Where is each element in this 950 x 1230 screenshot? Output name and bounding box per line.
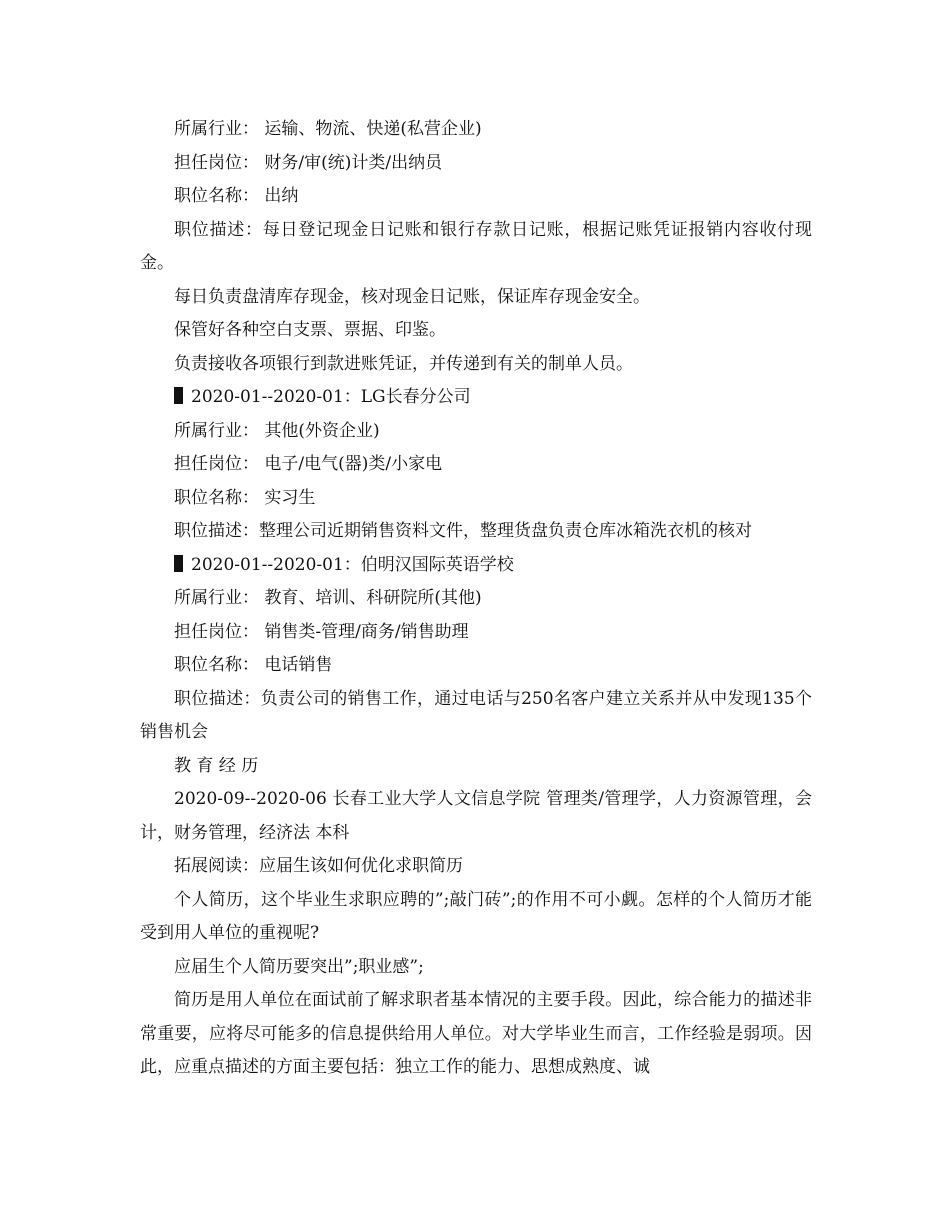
paragraph: [140, 214, 812, 281]
bullet-marker: [174, 555, 183, 572]
paragraph-text: 所属行业： 教育、培训、科研院所(其他): [174, 588, 482, 608]
document-body: [140, 113, 812, 1085]
paragraph-text: 职位名称： 电话销售: [174, 655, 333, 675]
paragraph: [140, 515, 812, 549]
paragraph: [140, 180, 812, 214]
paragraph-text: 所属行业： 运输、物流、快递(私营企业): [174, 119, 482, 139]
work-entry-text: 2020-01--2020-01：伯明汉国际英语学校: [191, 554, 514, 575]
paragraph-text: 所属行业： 其他(外资企业): [174, 420, 380, 441]
paragraph: [140, 314, 812, 348]
paragraph-text: 简历是用人单位在面试前了解求职者基本情况的主要手段。因此，综合能力的描述非常重要，应将尽可能多的信息提供给用人单位。对大学毕业生而言，工作经验是弱项。因此，应重点描述的方面主要包括：独立工作的能力、思想成熟度、诚: [140, 990, 812, 1077]
bullet-marker: [174, 387, 183, 404]
paragraph-text: 职位名称： 实习生: [174, 487, 316, 508]
paragraph-text: 应届生个人简历要突出”;职业感”;: [174, 956, 424, 977]
work-entry-text: 2020-01--2020-01：LG长春分公司: [191, 387, 471, 407]
paragraph-text: 职位描述：负责公司的销售工作，通过电话与250名客户建立关系并从中发现135个销售机会: [140, 688, 812, 742]
paragraph-text: 保管好各种空白支票、票据、印鉴。: [174, 320, 446, 340]
paragraph: [140, 750, 812, 784]
paragraph: [140, 850, 812, 884]
paragraph-text: 担任岗位： 销售类-管理/商务/销售助理: [174, 621, 469, 642]
paragraph: [140, 415, 812, 449]
paragraph: [140, 951, 812, 985]
paragraph: [140, 482, 812, 516]
paragraph: [140, 616, 812, 650]
paragraph: [140, 281, 812, 315]
paragraph-text: 职位描述：每日登记现金日记账和银行存款日记账，根据记账凭证报销内容收付现金。: [140, 219, 812, 273]
paragraph-text: 负责接收各项银行到款进账凭证，并传递到有关的制单人员。: [174, 353, 633, 374]
paragraph: [140, 783, 812, 850]
paragraph: [140, 884, 812, 951]
paragraph-text: 教 育 经 历: [174, 755, 259, 776]
paragraph: [140, 147, 812, 181]
paragraph-text: 职位描述：整理公司近期销售资料文件，整理货盘负责仓库冰箱洗衣机的核对: [174, 521, 752, 541]
paragraph: [140, 582, 812, 616]
paragraph: [140, 683, 812, 750]
paragraph: [140, 984, 812, 1085]
work-entry-heading: [140, 381, 812, 415]
paragraph: [140, 649, 812, 683]
paragraph: [140, 348, 812, 382]
paragraph-text: 担任岗位： 电子/电气(器)类/小家电: [174, 454, 443, 474]
work-entry-heading: [140, 549, 812, 583]
paragraph: [140, 448, 812, 482]
paragraph-text: 个人简历，这个毕业生求职应聘的”;敲门砖”;的作用不可小觑。怎样的个人简历才能受到用人单位的重视呢?: [140, 889, 812, 943]
paragraph: [140, 113, 812, 147]
paragraph-text: 担任岗位： 财务/审(统)计类/出纳员: [174, 152, 443, 173]
paragraph-text: 每日负责盘清库存现金，核对现金日记账，保证库存现金安全。: [174, 286, 650, 307]
paragraph-text: 职位名称： 出纳: [174, 186, 299, 206]
paragraph-text: 拓展阅读：应届生该如何优化求职简历: [174, 856, 463, 876]
paragraph-text: 2020-09--2020-06 长春工业大学人文信息学院 管理类/管理学，人力资源管理，会计，财务管理，经济法 本科: [140, 789, 812, 843]
